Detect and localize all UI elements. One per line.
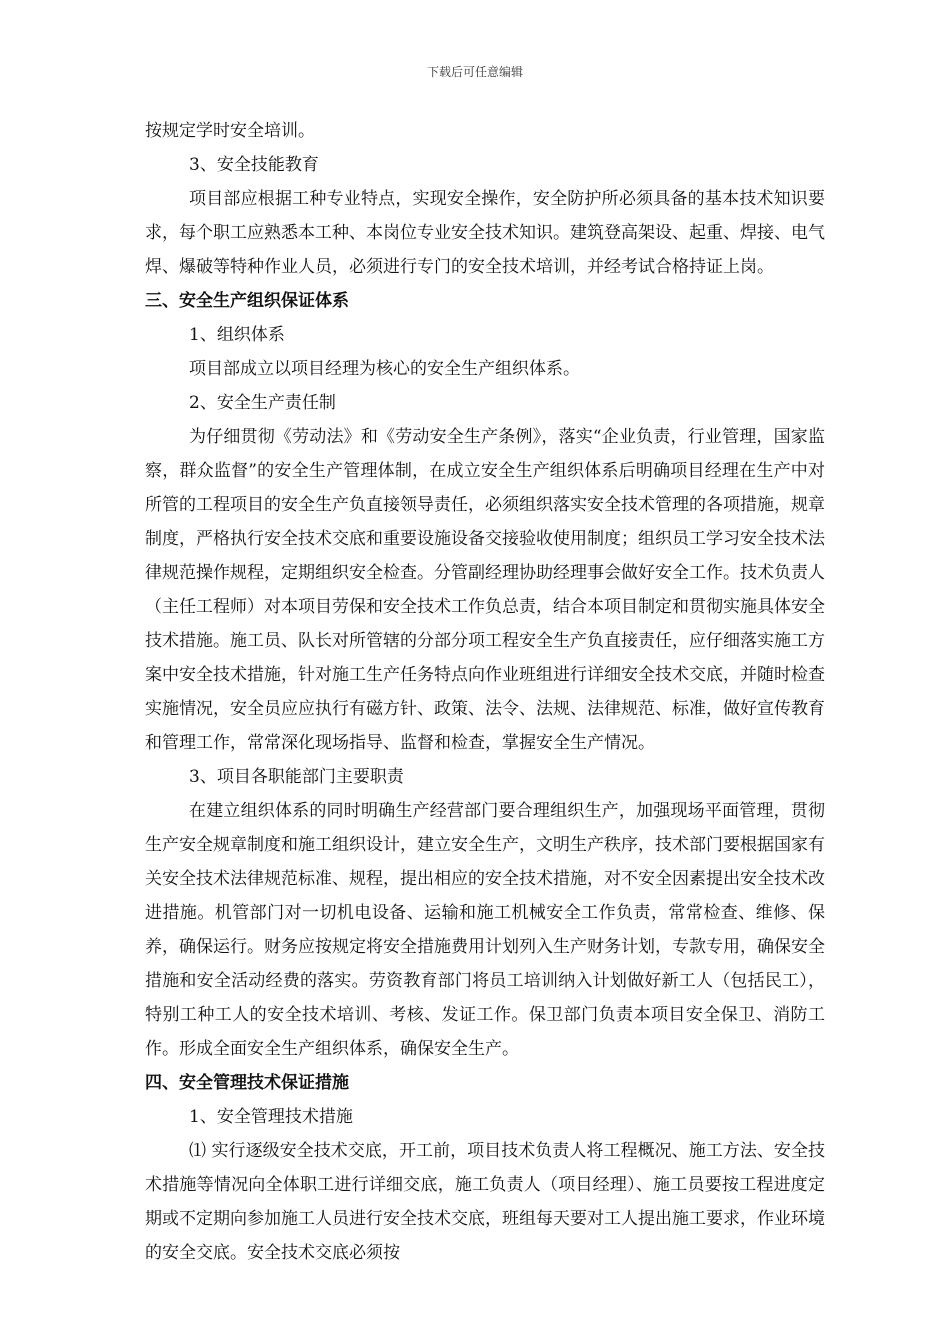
subheading-department-duties: 3、项目各职能部门主要职责 — [189, 767, 404, 787]
subheading-technical-measures: 1、安全管理技术措施 — [189, 1107, 353, 1127]
page-header-watermark: 下载后可任意编辑 — [426, 65, 523, 79]
paragraph-responsibility-system: 为仔细贯彻《劳动法》和《劳动安全生产条例》，落实“企业负责，行业管理，国家监察，群众监督”的安全生产管理体制，在成立安全生产组织体系后明确项目经理在生产中对所管的工程项目的安全生产负直接领导责任，必须组织落实安全技术管理的各项措施，规章制度，严格执行安全技术交底和重要设施设备交接验收使用制度；组织员工学习安全技术法律规范操作规程，定期组织安全检查。分管副经理协助经理事会做好安全工作。技术负责人（主任工程师）对本项目劳保和安全技术工作负总责，结合本项目制定和贯彻实施具体安全技术措施。施工员、队长对所管辖的分部分项工程安全生产负直接责任，应仔细落实施工方案中安全技术措施，针对施工生产任务特点向作业班组进行详细安全技术交底，并随时检查实施情况，安全员应应执行有磁方针、政策、法令、法规、法律规范、标准，做好宣传教育和管理工作，常常深化现场指导、监督和检查，掌握安全生产情况。 — [145, 427, 825, 753]
subheading-responsibility-system: 2、安全生产责任制 — [189, 393, 336, 413]
paragraph-organization-system: 项目部成立以项目经理为核心的安全生产组织体系。 — [189, 359, 580, 379]
subheading-organization-system: 1、组织体系 — [189, 325, 285, 345]
section-heading-4: 四、安全管理技术保证措施 — [145, 1073, 349, 1093]
paragraph-safety-skill-education: 项目部应根据工种专业特点，实现安全操作，安全防护所必须具备的基本技术知识要求，每个职工应熟悉本工种、本岗位专业安全技术知识。建筑登高架设、起重、焊接、电气焊、爆破等特种作业人员，必须进行专门的安全技术培训，并经考试合格持证上岗。 — [145, 189, 825, 277]
subheading-safety-skill-education: 3、安全技能教育 — [189, 155, 319, 175]
document-body — [145, 114, 825, 1270]
paragraph-department-duties: 在建立组织体系的同时明确生产经营部门要合理组织生产，加强现场平面管理，贯彻生产安全规章制度和施工组织设计，建立安全生产，文明生产秩序，技术部门要根据国家有关安全技术法律规范标准、规程，提出相应的安全技术措施，对不安全因素提出安全技术改进措施。机管部门对一切机电设备、运输和施工机械安全工作负责，常常检查、维修、保养，确保运行。财务应按规定将安全措施费用计划列入生产财务计划，专款专用，确保安全措施和安全活动经费的落实。劳资教育部门将员工培训纳入计划做好新工人（包括民工），特别工种工人的安全技术培训、考核、发证工作。保卫部门负责本项目安全保卫、消防工作。形成全面安全生产组织体系，确保安全生产。 — [145, 801, 825, 1059]
paragraph-continuation: 按规定学时安全培训。 — [145, 121, 315, 141]
paragraph-technical-measures: ⑴ 实行逐级安全技术交底，开工前，项目技术负责人将工程概况、施工方法、安全技术措施等情况向全体职工进行详细交底，施工负责人（项目经理）、施工员要按工程进度定期或不定期向参加施工人员进行安全技术交底，班组每天要对工人提出施工要求，作业环境的安全交底。安全技术交底必须按 — [145, 1141, 825, 1263]
section-heading-3: 三、安全生产组织保证体系 — [145, 291, 349, 311]
